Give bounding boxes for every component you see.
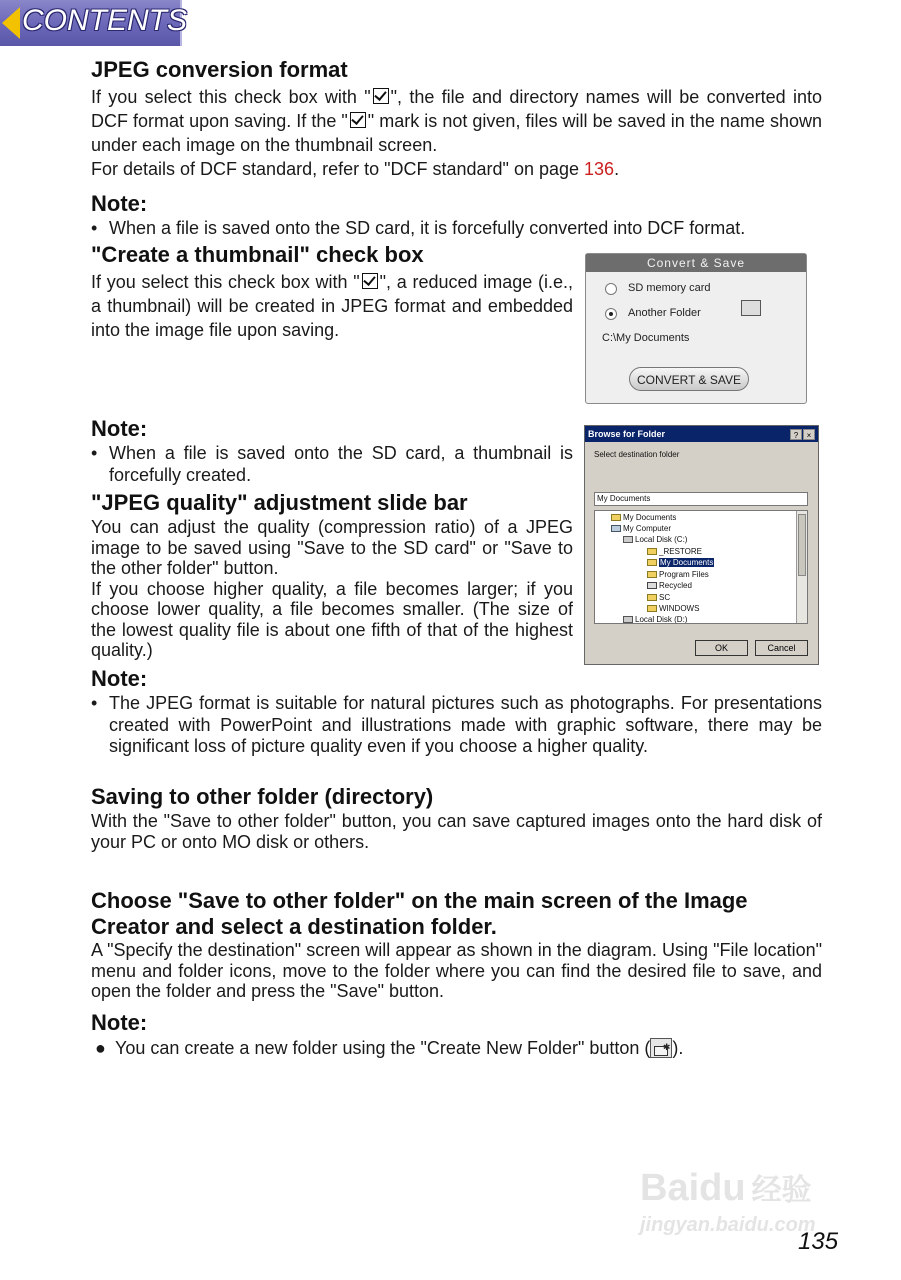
path-label: C:\My Documents — [602, 332, 690, 344]
heading-thumbnail: "Create a thumbnail" check box — [91, 242, 424, 267]
tree-item[interactable] — [647, 546, 702, 557]
tree-label: My Computer — [623, 524, 672, 533]
text-fragment: ", a reduced image (i.e., a thumbnail) will be created in JPEG format and embedded into the image file upon saving. — [91, 272, 573, 340]
section-quality-note — [91, 666, 822, 758]
text-fragment: ). — [672, 1037, 684, 1058]
dialog-title: Browse for Folder — [585, 426, 818, 442]
radio-another-folder[interactable] — [605, 308, 617, 320]
tree-item[interactable] — [647, 580, 692, 591]
dialog-title: Convert & Save — [586, 254, 806, 272]
section-choose-folder — [91, 888, 822, 1059]
bullet-icon: ● — [95, 1037, 106, 1058]
heading-choose-line2: Creator and select a destination folder. — [91, 914, 497, 939]
heading-jpeg-quality: "JPEG quality" adjustment slide bar — [91, 490, 468, 515]
folder-icon — [647, 559, 657, 566]
tree-label: Local Disk (D:) — [635, 615, 688, 624]
folder-icon — [647, 605, 657, 612]
computer-icon — [611, 525, 621, 532]
bullet-icon: • — [91, 693, 98, 713]
note-heading: Note: — [91, 416, 148, 441]
note-bullet — [91, 218, 822, 240]
tree-item[interactable] — [647, 569, 709, 580]
bullet-icon: • — [91, 218, 98, 238]
note-bullet — [91, 693, 822, 758]
section-jpeg-conversion — [91, 57, 822, 240]
folder-icon — [611, 514, 621, 521]
option-sd-label: SD memory card — [628, 282, 711, 294]
tree-item[interactable] — [623, 534, 687, 545]
tree-item[interactable] — [611, 512, 676, 523]
section-jpeg-quality — [91, 490, 573, 661]
watermark-url: jingyan.baidu.com — [640, 1214, 816, 1236]
quality-paragraph-2: If you choose higher quality, a file becomes larger; if you choose lower quality, a file becomes smaller. (The size of the lowest quality file is about one fifth of that of the highest quality.) — [91, 578, 573, 660]
note-heading: Note: — [91, 191, 148, 216]
scroll-thumb[interactable] — [798, 514, 806, 576]
page-number: 135 — [798, 1228, 839, 1255]
jpeg-conversion-paragraph — [91, 85, 822, 157]
help-icon[interactable]: ? — [790, 429, 802, 440]
checkmark-icon — [350, 112, 366, 128]
dialog-prompt: Select destination folder — [594, 450, 680, 459]
heading-jpeg-conversion: JPEG conversion format — [91, 57, 348, 82]
text-fragment: For details of DCF standard, refer to "DCF standard" on page — [91, 159, 585, 179]
folder-icon — [647, 594, 657, 601]
text-fragment: ", the file and directory names will be converted into DCF format upon saving. If the " — [91, 87, 822, 131]
tree-item[interactable] — [647, 592, 670, 603]
text-fragment: You can create a new folder using the "Create New Folder" button ( — [115, 1037, 651, 1058]
text-fragment: . — [614, 159, 620, 179]
drive-icon — [623, 536, 633, 543]
note-text: The JPEG format is suitable for natural pictures such as photographs. For presentations created with PowerPoint and illustrations made with graphic software, there may be significant loss of picture quality even if you choose a higher quality. — [109, 693, 822, 756]
tree-label: _RESTORE — [659, 547, 702, 556]
folder-icon — [647, 571, 657, 578]
cancel-button[interactable]: Cancel — [755, 640, 808, 656]
thumbnail-paragraph — [91, 270, 573, 342]
quality-paragraph-1: You can adjust the quality (compression ratio) of a JPEG image to be saved using "Save to the SD card" or "Save to the other folder" button. — [91, 517, 573, 578]
tree-label: WINDOWS — [659, 604, 700, 613]
close-icon[interactable]: × — [803, 429, 815, 440]
contents-label[interactable]: CONTENTS — [22, 4, 187, 37]
new-folder-icon — [650, 1038, 672, 1058]
tree-label: SC — [659, 593, 671, 602]
folder-tree[interactable] — [594, 510, 808, 624]
folder-input[interactable]: My Documents — [594, 492, 808, 506]
tree-item[interactable] — [647, 603, 699, 614]
tree-scrollbar[interactable] — [796, 511, 807, 623]
bullet-icon: • — [91, 443, 98, 463]
section-thumbnail — [91, 242, 573, 342]
note-bullet — [91, 1038, 822, 1060]
heading-other-folder: Saving to other folder (directory) — [91, 784, 434, 809]
page-link[interactable]: 136 — [584, 159, 615, 179]
dcf-reference-paragraph — [91, 157, 822, 181]
ok-button[interactable]: OK — [695, 640, 748, 656]
back-arrow-icon[interactable] — [2, 7, 20, 39]
text-fragment: " mark is not given, files will be saved in the name shown under each image on the thumbnail screen. — [91, 111, 822, 155]
convert-save-button[interactable]: CONVERT & SAVE — [629, 367, 749, 391]
watermark-brand — [640, 1165, 812, 1210]
choose-paragraph: A "Specify the destination" screen will appear as shown in the diagram. Using "File location" menu and folder icons, move to the folder where you can find the desired file to save, and open the folder and press the "Save" button. — [91, 940, 822, 1001]
recycle-bin-icon — [647, 582, 657, 589]
folder-icon[interactable] — [741, 300, 761, 316]
browse-folder-dialog — [584, 425, 819, 665]
note-heading: Note: — [91, 1009, 148, 1035]
note-text: When a file is saved onto the SD card, it is forcefully converted into DCF format. — [109, 218, 746, 238]
other-folder-paragraph: With the "Save to other folder" button, you can save captured images onto the hard disk of your PC or onto MO disk or others. — [91, 811, 822, 852]
tree-item[interactable] — [623, 614, 687, 624]
tree-item[interactable] — [611, 523, 671, 534]
radio-sd-card[interactable] — [605, 283, 617, 295]
checkmark-icon — [373, 88, 389, 104]
convert-save-dialog — [585, 253, 807, 404]
text-fragment: If you select this check box with " — [91, 272, 360, 292]
section-thumbnail-note — [91, 416, 573, 486]
heading-choose-line1: Choose "Save to other folder" on the main screen of the Image — [91, 888, 748, 913]
tree-label: My Documents — [660, 558, 714, 567]
tree-label: My Documents — [623, 513, 677, 522]
note-text: When a file is saved onto the SD card, a thumbnail is forcefully created. — [109, 443, 573, 485]
tree-label: Local Disk (C:) — [635, 535, 688, 544]
text-fragment: If you select this check box with " — [91, 87, 371, 107]
folder-icon — [647, 548, 657, 555]
tree-label: Recycled — [659, 581, 692, 590]
watermark-cn-text: 经验 — [751, 1174, 812, 1207]
drive-icon — [623, 616, 633, 623]
option-folder-label: Another Folder — [628, 307, 701, 319]
section-other-folder — [91, 784, 822, 852]
watermark-brand-text: Baidu — [640, 1167, 746, 1209]
note-bullet — [91, 443, 573, 486]
tree-label: Program Files — [659, 570, 709, 579]
note-heading: Note: — [91, 666, 148, 691]
tree-item-selected[interactable] — [647, 557, 714, 568]
checkmark-icon — [362, 273, 378, 289]
